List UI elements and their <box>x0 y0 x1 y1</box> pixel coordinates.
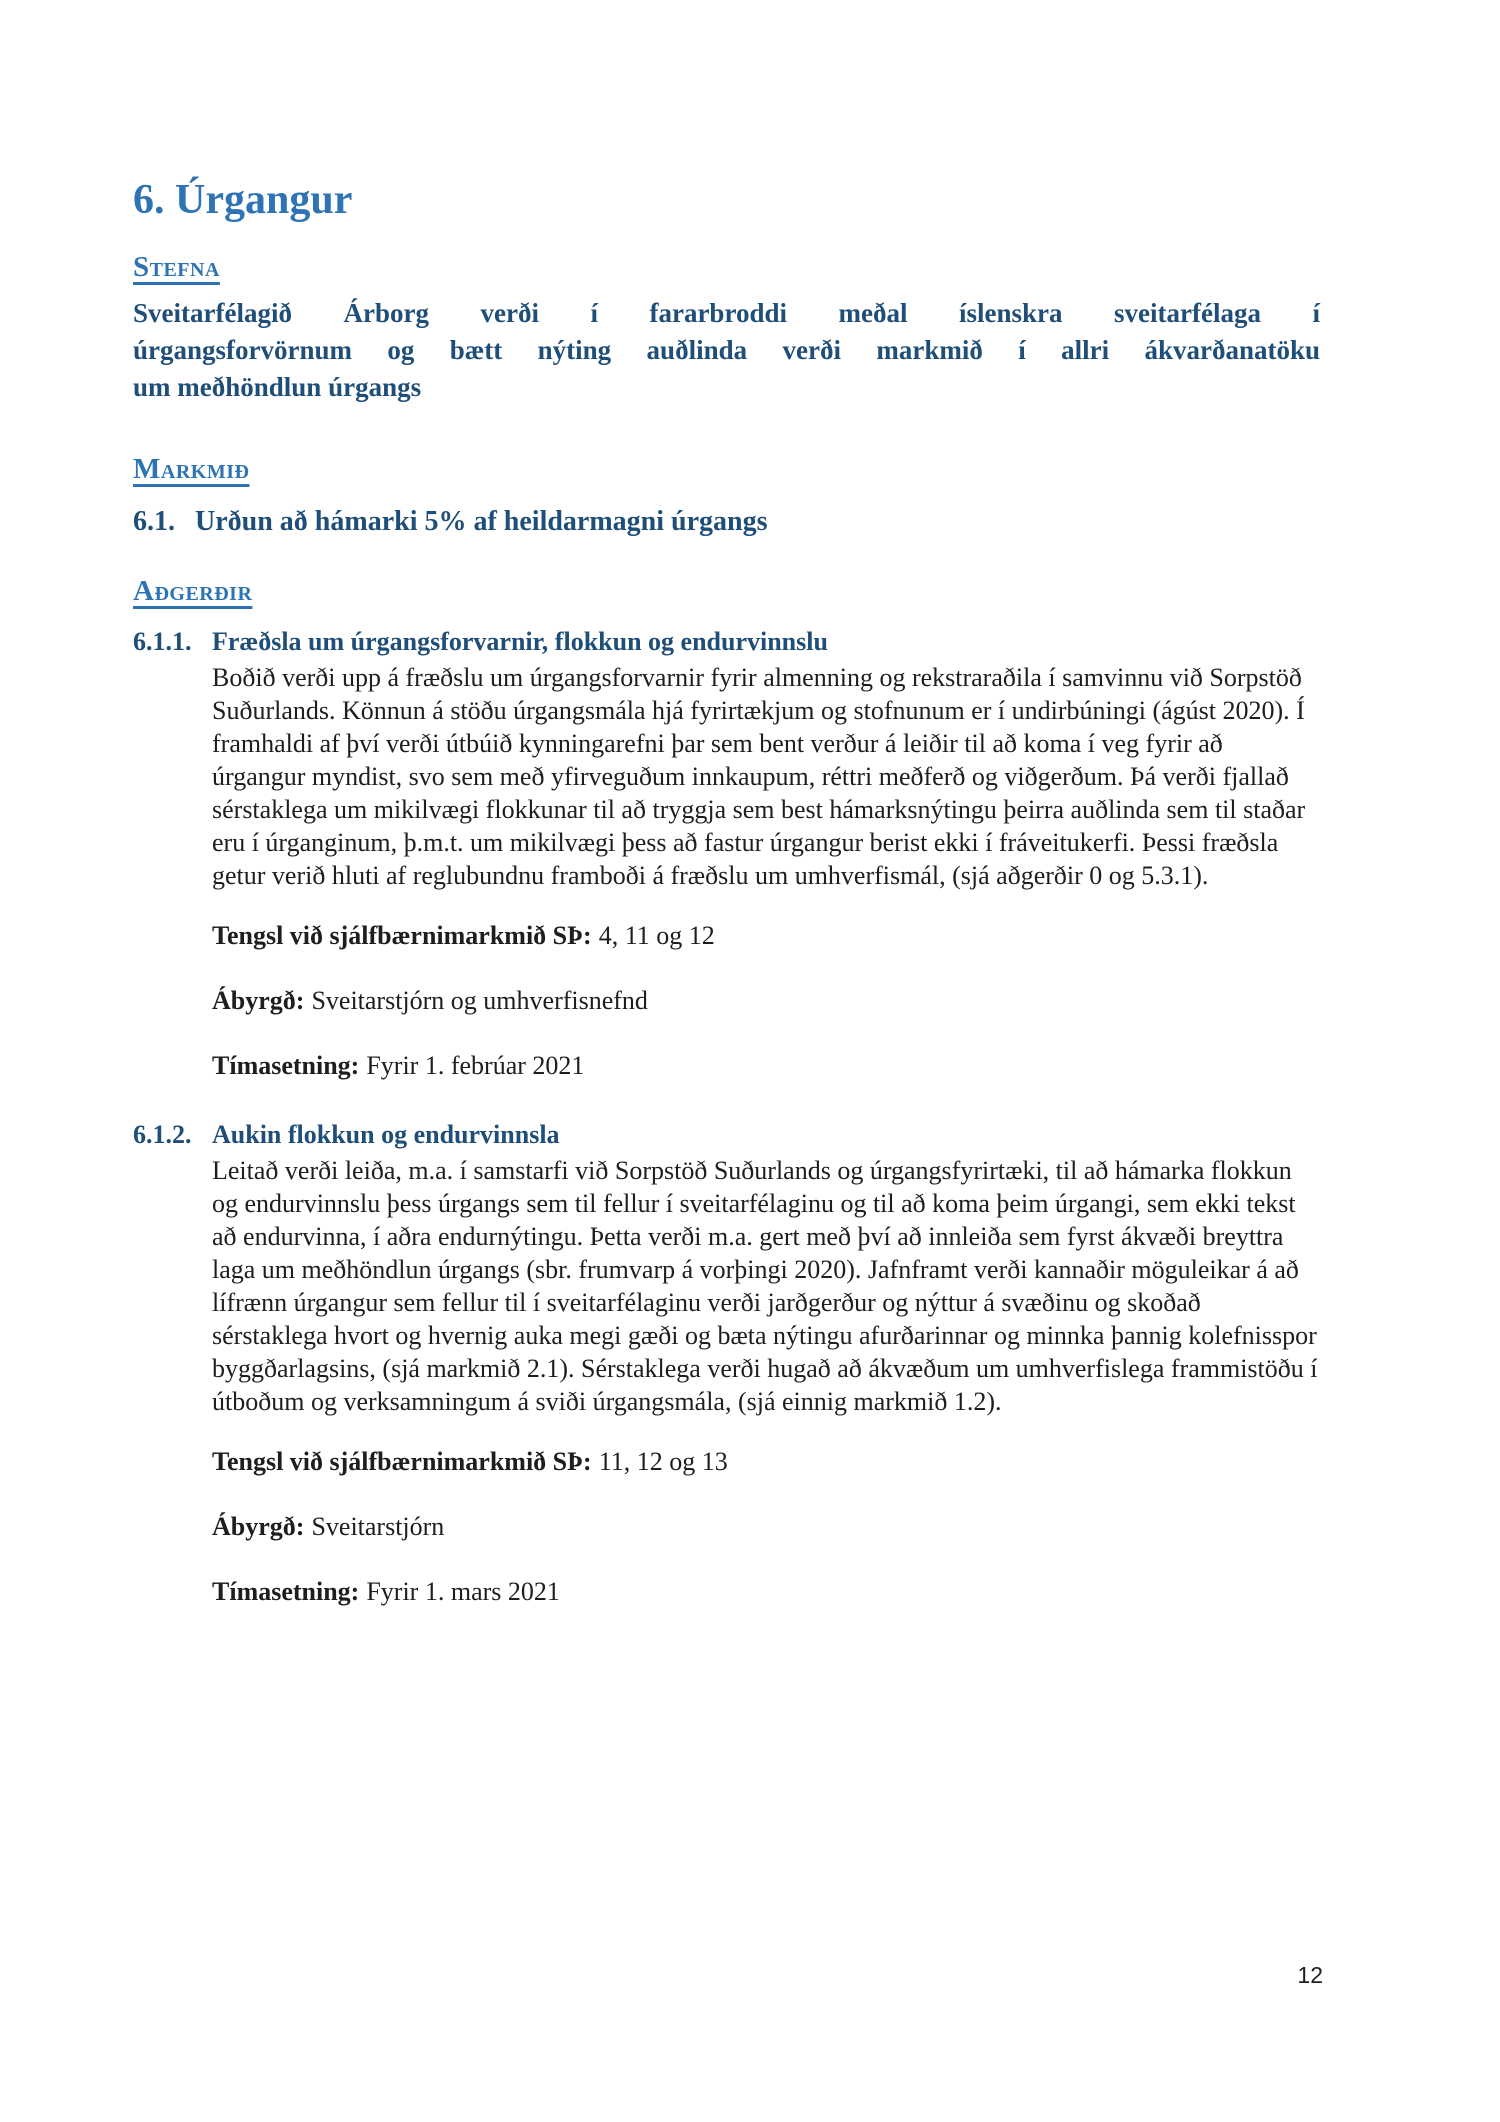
action-number: 6.1.2. <box>133 1119 192 1149</box>
action-title: Aukin flokkun og endurvinnsla <box>212 1119 560 1149</box>
responsibility-label: Ábyrgð: <box>212 1511 305 1541</box>
sdg-label: Tengsl við sjálfbærnimarkmið SÞ: <box>212 1446 592 1476</box>
timing-label: Tímasetning: <box>212 1576 360 1606</box>
timing-row <box>212 1575 1320 1608</box>
sdg-label: Tengsl við sjálfbærnimarkmið SÞ: <box>212 920 592 950</box>
policy-statement-line: úrgangsforvörnum og bætt nýting auðlinda verði markmið í allri ákvarðanatöku <box>133 335 1320 366</box>
timing-value: Fyrir 1. febrúar 2021 <box>366 1050 585 1080</box>
responsibility-row <box>212 984 1320 1017</box>
action-title: Fræðsla um úrgangsforvarnir, flokkun og endurvinnslu <box>212 626 828 656</box>
action-body: Boðið verði upp á fræðslu um úrgangsforvarnir fyrir almenning og rekstraraðila í samvinnu við Sorpstöð Suðurlands. Könnun á stöðu úrgangsmála hjá fyrirtækjum og stofnunum er í undirbúningi (ágúst 2020). Í framhaldi af því verði útbúið kynningarefni þar sem bent verður á leiðir til að koma í veg fyrir að úrgangur myndist, svo sem með yfirveguðum innkaupum, réttri meðferð og viðgerðum. Þá verði fjallað sérstaklega um mikilvægi flokkunar til að tryggja sem best hámarksnýtingu þeirra auðlinda sem til staðar eru í úrganginum, þ.m.t. um mikilvægi þess að fastur úrgangur berist ekki í fráveitukerfi. Þessi fræðsla getur verið hluti af reglubundnu framboði á fræðslu um umhverfismál, (sjá aðgerðir 0 og 5.3.1). <box>212 662 1306 890</box>
action-item-6-1-2-heading <box>133 1118 1320 1152</box>
sdg-value: 11, 12 og 13 <box>598 1446 728 1476</box>
policy-statement <box>133 295 1320 406</box>
goal-number: 6.1. <box>133 505 175 537</box>
action-item-6-1-1-heading <box>133 625 1320 659</box>
timing-label: Tímasetning: <box>212 1050 360 1080</box>
goal-item <box>133 504 1320 540</box>
responsibility-row <box>212 1510 1320 1543</box>
timing-value: Fyrir 1. mars 2021 <box>366 1576 560 1606</box>
sdg-row <box>212 1445 1320 1478</box>
timing-row <box>212 1049 1320 1082</box>
responsibility-label: Ábyrgð: <box>212 985 305 1015</box>
action-body: Leitað verði leiða, m.a. í samstarfi við Sorpstöð Suðurlands og úrgangsfyrirtæki, til að hámarka flokkun og endurvinnslu þess úrgangs sem til fellur í sveitarfélaginu og til að koma þeim úrgangi, sem ekki tekst að endurvinna, í aðra endurnýtingu. Þetta verði m.a. gert með því að innleiða sem fyrst ákvæði breyttra laga um meðhöndlun úrgangs (sbr. frumvarp á vorþingi 2020). Jafnframt verði kannaðir möguleikar á að lífrænn úrgangur sem fellur til í sveitarfélaginu verði jarðgerður og nýttur á svæðinu og skoðað sérstaklega hvort og hvernig auka megi gæði og bæta nýtingu afurðarinnar og minnka þannig kolefnisspor byggðarlagsins, (sjá markmið 2.1). Sérstaklega verði hugað að ákvæðum um umhverfislega frammistöðu í útboðum og verksamningum á sviði úrgangsmála, (sjá einnig markmið 1.2). <box>212 1155 1318 1416</box>
policy-statement-line: Sveitarfélagið Árborg verði í fararbroddi meðal íslenskra sveitarfélaga í <box>133 298 1320 329</box>
sdg-row <box>212 919 1320 952</box>
page-title: 6. Úrgangur <box>133 177 353 223</box>
stefna-heading: Stefna <box>133 251 220 284</box>
policy-statement-line: um meðhöndlun úrgangs <box>133 372 422 403</box>
goal-text: Urðun að hámarki 5% af heildarmagni úrgangs <box>195 505 768 537</box>
responsibility-value: Sveitarstjórn og umhverfisnefnd <box>311 985 648 1015</box>
page-content <box>133 0 1320 1608</box>
adgerdir-heading: Aðgerðir <box>133 574 253 607</box>
action-number: 6.1.1. <box>133 626 192 656</box>
markmid-heading: Markmið <box>133 453 250 486</box>
responsibility-value: Sveitarstjórn <box>311 1511 445 1541</box>
sdg-value: 4, 11 og 12 <box>598 920 715 950</box>
page-number: 12 <box>1297 1962 1323 1988</box>
